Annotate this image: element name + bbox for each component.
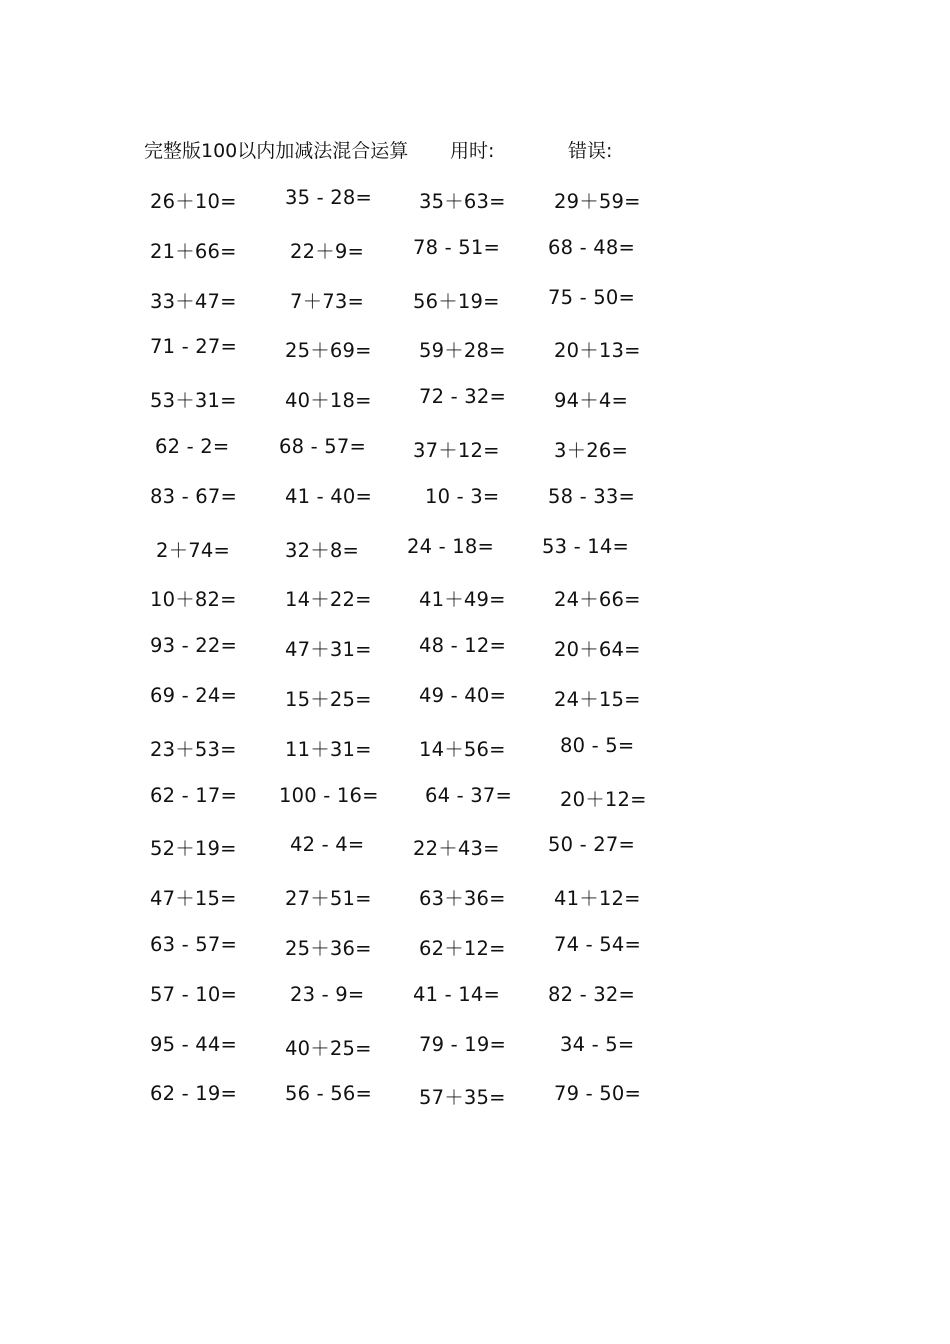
math-problem: 7＋73= <box>290 289 365 313</box>
time-label: 用时: <box>450 140 495 162</box>
problem-row <box>0 385 950 435</box>
math-problem: 58 - 33= <box>548 484 635 508</box>
math-problem: 57＋35= <box>419 1086 506 1110</box>
problem-row <box>0 186 950 236</box>
problem-row <box>0 684 950 734</box>
math-problem: 35 - 28= <box>285 186 372 209</box>
math-problem: 94＋4= <box>554 389 629 413</box>
math-problem: 24 - 18= <box>407 534 494 558</box>
math-problem: 26＋10= <box>150 190 237 213</box>
math-problem: 53＋31= <box>150 389 237 413</box>
math-problem: 41＋12= <box>554 887 641 911</box>
math-problem: 95 - 44= <box>150 1032 237 1056</box>
problem-row <box>0 634 950 684</box>
math-problem: 20＋12= <box>560 787 647 811</box>
problem-row <box>0 734 950 784</box>
math-problem: 42 - 4= <box>290 833 365 857</box>
math-problem: 23 - 9= <box>290 982 365 1006</box>
math-problem: 23＋53= <box>150 737 237 761</box>
math-problem: 15＋25= <box>285 687 372 711</box>
problem-row <box>0 236 950 286</box>
math-problem: 68 - 57= <box>279 434 366 458</box>
problem-row <box>0 535 950 585</box>
math-problem: 40＋18= <box>285 389 372 413</box>
math-problem: 52＋19= <box>150 837 237 861</box>
math-problem: 14＋22= <box>285 588 372 612</box>
math-problem: 53 - 14= <box>542 534 629 558</box>
math-problem: 29＋59= <box>554 190 641 213</box>
math-problem: 79 - 19= <box>419 1032 506 1056</box>
math-problem: 41＋49= <box>419 588 506 612</box>
math-problem: 62 - 2= <box>155 434 230 458</box>
math-problem: 14＋56= <box>419 737 506 761</box>
worksheet-title: 完整版100以内加减法混合运算 <box>144 140 409 162</box>
problem-row <box>0 485 950 535</box>
math-problem: 63 - 57= <box>150 932 237 956</box>
problem-row <box>0 286 950 336</box>
problem-grid <box>0 186 950 1132</box>
math-problem: 34 - 5= <box>560 1032 635 1056</box>
math-problem: 80 - 5= <box>560 733 635 757</box>
math-problem: 47＋15= <box>150 887 237 911</box>
math-problem: 41 - 40= <box>285 484 372 508</box>
math-problem: 20＋13= <box>554 339 641 363</box>
math-problem: 79 - 50= <box>554 1082 641 1106</box>
math-problem: 25＋69= <box>285 339 372 363</box>
problem-row <box>0 833 950 883</box>
problem-row <box>0 1033 950 1083</box>
problem-row <box>0 883 950 933</box>
math-problem: 20＋64= <box>554 638 641 662</box>
math-problem: 59＋28= <box>419 339 506 363</box>
math-problem: 10 - 3= <box>425 484 500 508</box>
problem-row <box>0 435 950 485</box>
math-problem: 24＋15= <box>554 687 641 711</box>
math-problem: 10＋82= <box>150 588 237 612</box>
math-problem: 62＋12= <box>419 936 506 960</box>
math-problem: 48 - 12= <box>419 634 506 658</box>
math-problem: 47＋31= <box>285 638 372 662</box>
problem-row <box>0 933 950 983</box>
math-problem: 27＋51= <box>285 887 372 911</box>
math-problem: 22＋43= <box>413 837 500 861</box>
math-problem: 41 - 14= <box>413 982 500 1006</box>
problem-row <box>0 983 950 1033</box>
math-problem: 40＋25= <box>285 1036 372 1060</box>
math-problem: 69 - 24= <box>150 683 237 707</box>
math-problem: 64 - 37= <box>425 783 512 807</box>
problem-row <box>0 784 950 834</box>
math-problem: 93 - 22= <box>150 634 237 658</box>
math-problem: 37＋12= <box>413 438 500 462</box>
math-problem: 32＋8= <box>285 538 360 562</box>
math-problem: 56＋19= <box>413 289 500 313</box>
math-problem: 68 - 48= <box>548 235 635 259</box>
math-problem: 35＋63= <box>419 190 506 213</box>
math-problem: 74 - 54= <box>554 932 641 956</box>
math-problem: 24＋66= <box>554 588 641 612</box>
math-problem: 11＋31= <box>285 737 372 761</box>
math-problem: 62 - 19= <box>150 1082 237 1106</box>
math-problem: 57 - 10= <box>150 982 237 1006</box>
problem-row <box>0 335 950 385</box>
math-problem: 49 - 40= <box>419 683 506 707</box>
problem-row <box>0 584 950 634</box>
math-problem: 50 - 27= <box>548 833 635 857</box>
math-problem: 3＋26= <box>554 438 629 462</box>
math-problem: 25＋36= <box>285 936 372 960</box>
math-problem: 71 - 27= <box>150 335 237 359</box>
math-problem: 100 - 16= <box>279 783 379 807</box>
math-problem: 63＋36= <box>419 887 506 911</box>
math-problem: 78 - 51= <box>413 235 500 259</box>
math-problem: 72 - 32= <box>419 385 506 409</box>
math-problem: 2＋74= <box>156 538 231 562</box>
error-label: 错误: <box>568 140 613 162</box>
math-problem: 75 - 50= <box>548 285 635 309</box>
math-problem: 21＋66= <box>150 239 237 263</box>
math-problem: 33＋47= <box>150 289 237 313</box>
problem-row <box>0 1082 950 1132</box>
math-problem: 56 - 56= <box>285 1082 372 1106</box>
math-problem: 62 - 17= <box>150 783 237 807</box>
math-problem: 82 - 32= <box>548 982 635 1006</box>
math-problem: 22＋9= <box>290 239 365 263</box>
math-problem: 83 - 67= <box>150 484 237 508</box>
